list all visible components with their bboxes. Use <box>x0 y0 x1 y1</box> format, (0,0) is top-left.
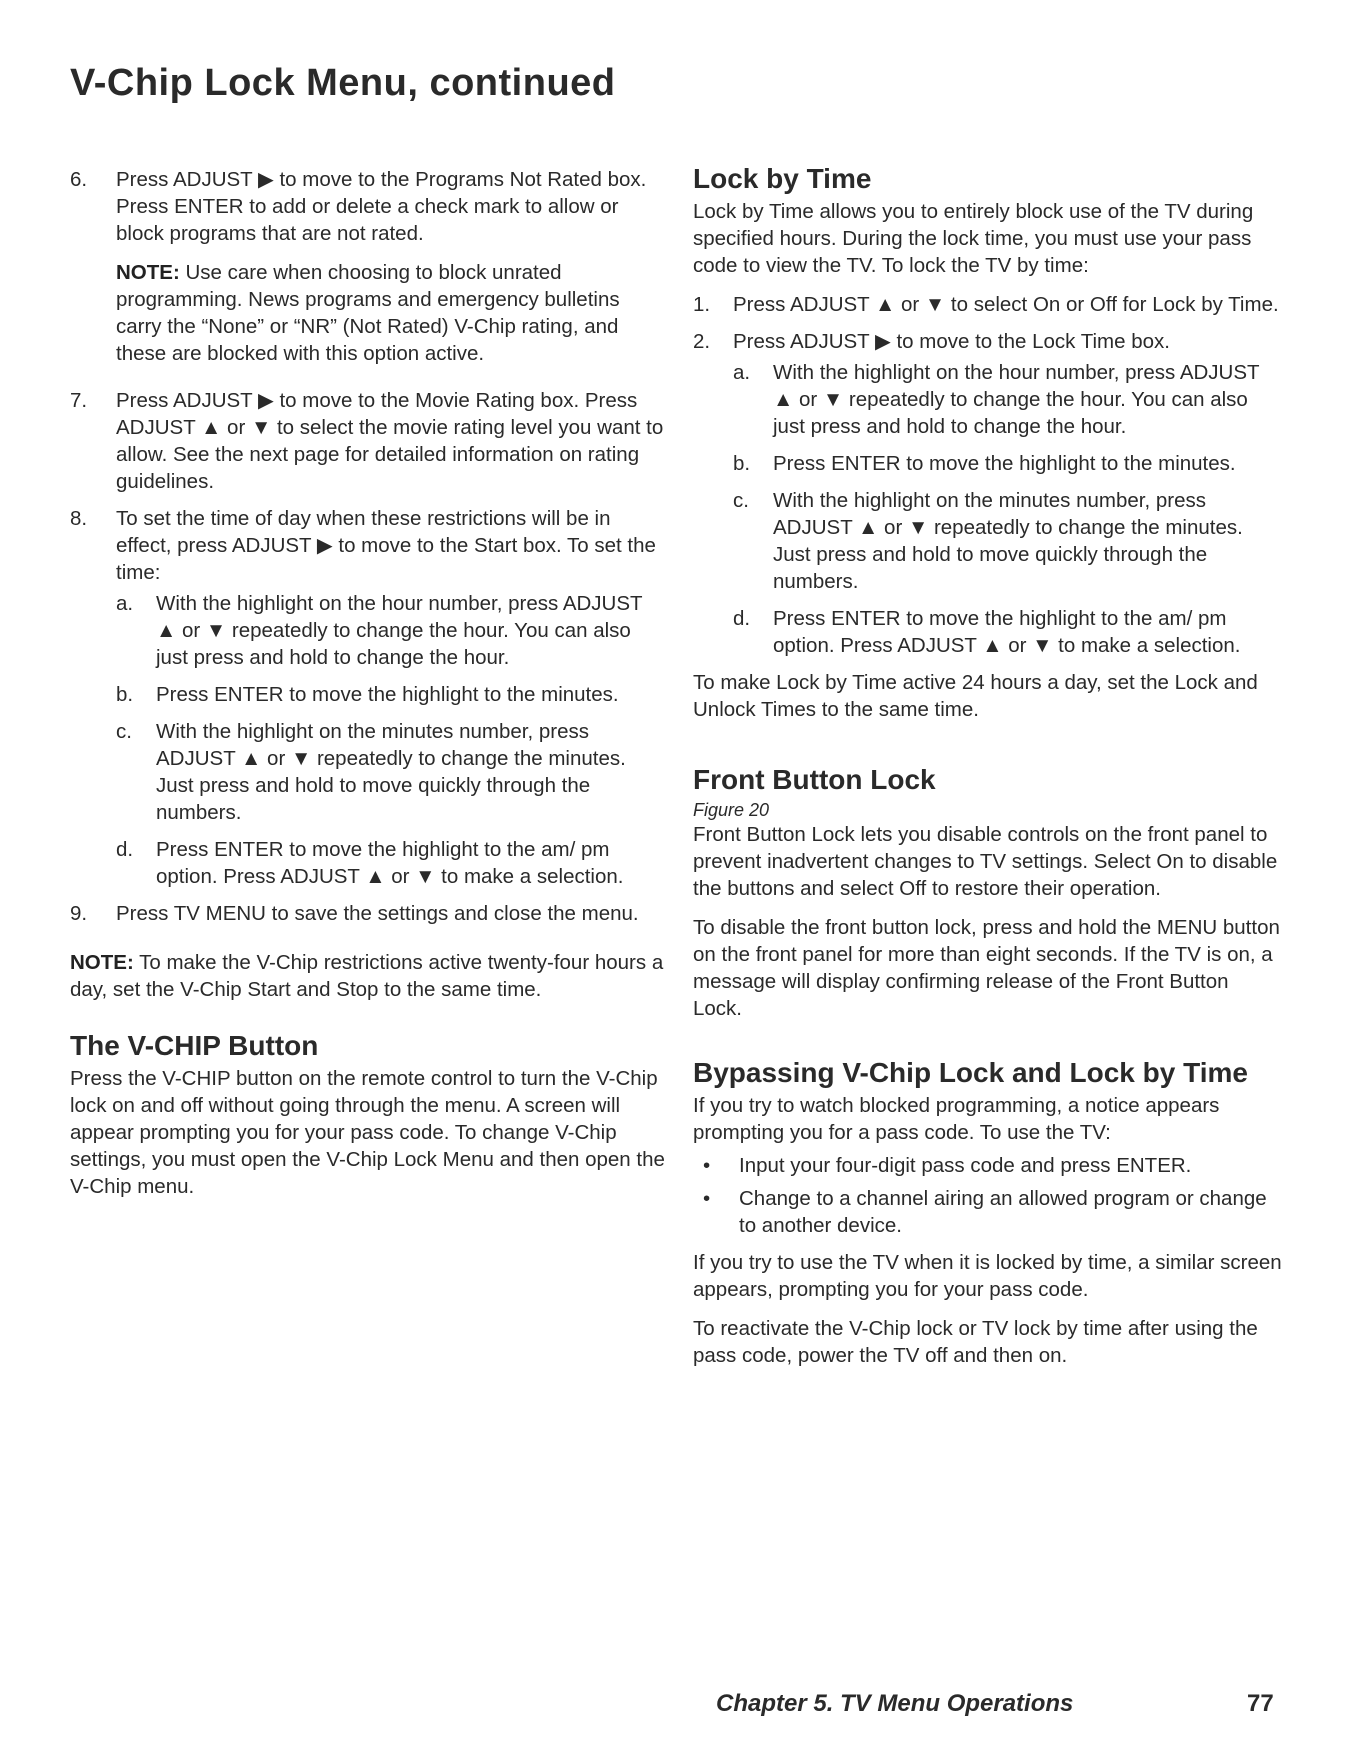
bullet-text: Change to a channel airing an allowed program or change to another device. <box>739 1187 1267 1237</box>
footer-chapter: Chapter 5. TV Menu Operations <box>716 1690 1074 1717</box>
substep-text: With the highlight on the minutes number, press ADJUST ▲ or ▼ repeatedly to change the minutes. Just press and hold to move quickly through the numbers. <box>156 720 626 824</box>
step-number: 2. <box>693 330 711 353</box>
substep-b <box>733 450 1283 477</box>
step-number: 6. <box>70 168 88 191</box>
note-label: NOTE: <box>116 261 180 284</box>
page-title: V-Chip Lock Menu, continued <box>70 62 616 104</box>
substep-letter: a. <box>733 361 751 384</box>
vchip-button-heading: The V-CHIP Button <box>70 1030 319 1061</box>
substep-text: With the highlight on the minutes number, press ADJUST ▲ or ▼ repeatedly to change the minutes. Just press and hold to move quickly through the numbers. <box>773 489 1243 593</box>
right-column <box>693 162 1283 1381</box>
bullet-icon: • <box>703 1154 711 1177</box>
bypassing-bullets <box>693 1152 1283 1239</box>
substep-b <box>116 681 665 708</box>
step-text: To set the time of day when these restrictions will be in effect, press ADJUST ▶ to move to the Start box. To set the time: <box>116 507 656 584</box>
bullet-text: Input your four-digit pass code and press ENTER. <box>739 1154 1192 1177</box>
front-button-lock-text-2: To disable the front button lock, press and hold the MENU button on the front panel for more than eight seconds. If the TV is on, a message will display confirming release of the Front Button Lock. <box>693 916 1280 1020</box>
substep-d <box>733 605 1283 659</box>
substep-letter: b. <box>116 683 134 706</box>
bypassing-text-3: To reactivate the V-Chip lock or TV lock by time after using the pass code, power the TV off and then on. <box>693 1317 1258 1367</box>
substep-d <box>116 836 665 890</box>
front-button-lock-text-1: Front Button Lock lets you disable controls on the front panel to prevent inadvertent changes to TV settings. Select On to disable the buttons and select Off to restore their operation. <box>693 823 1278 900</box>
step-number: 7. <box>70 389 88 412</box>
step-7 <box>70 387 665 495</box>
lock-by-time-outro: To make Lock by Time active 24 hours a day, set the Lock and Unlock Times to the same time. <box>693 671 1258 721</box>
substep-text: Press ENTER to move the highlight to the minutes. <box>773 452 1236 475</box>
bypassing-intro: If you try to watch blocked programming, a notice appears prompting you for a pass code. To use the TV: <box>693 1094 1220 1144</box>
substep-c <box>733 487 1283 595</box>
left-column <box>70 166 665 1212</box>
substep-c <box>116 718 665 826</box>
substep-text: With the highlight on the hour number, press ADJUST ▲ or ▼ repeatedly to change the hour. You can also just press and hold to change the hour. <box>773 361 1260 438</box>
substep-letter: c. <box>733 489 749 512</box>
note-24-hours <box>70 949 665 1003</box>
vchip-button-text: Press the V-CHIP button on the remote control to turn the V-Chip lock on and off without going through the menu. A screen will appear prompting you for your pass code. To change V-Chip settings, you must open the V-Chip Lock Menu and then open the V-Chip menu. <box>70 1067 665 1198</box>
substep-text: Press ENTER to move the highlight to the minutes. <box>156 683 619 706</box>
step-text: Press ADJUST ▶ to move to the Lock Time box. <box>733 330 1170 353</box>
front-button-lock-heading: Front Button Lock <box>693 764 936 795</box>
lock-step-1 <box>693 291 1283 318</box>
step-6 <box>70 166 665 367</box>
step-text: Press ADJUST ▶ to move to the Programs Not Rated box. Press ENTER to add or delete a check mark to allow or block programs that are not rated. <box>116 168 647 245</box>
bullet-item <box>693 1152 1283 1179</box>
bullet-icon: • <box>703 1187 711 1210</box>
step-text: Press ADJUST ▶ to move to the Movie Rating box. Press ADJUST ▲ or ▼ to select the movie rating level you want to allow. See the next page for detailed information on rating guidelines. <box>116 389 664 493</box>
bullet-item <box>693 1185 1283 1239</box>
step-9 <box>70 900 665 927</box>
substep-letter: c. <box>116 720 132 743</box>
page-number: 77 <box>1247 1690 1274 1717</box>
substep-text: Press ENTER to move the highlight to the am/ pm option. Press ADJUST ▲ or ▼ to make a selection. <box>156 838 624 888</box>
step-number: 9. <box>70 902 88 925</box>
bypassing-heading: Bypassing V-Chip Lock and Lock by Time <box>693 1057 1248 1088</box>
substep-a <box>116 590 665 671</box>
step-8-substeps <box>116 590 665 890</box>
step-8 <box>70 505 665 890</box>
substep-letter: a. <box>116 592 134 615</box>
substep-text: Press ENTER to move the highlight to the am/ pm option. Press ADJUST ▲ or ▼ to make a selection. <box>773 607 1241 657</box>
substep-text: With the highlight on the hour number, press ADJUST ▲ or ▼ repeatedly to change the hour. You can also just press and hold to change the hour. <box>156 592 643 669</box>
step-text: Press ADJUST ▲ or ▼ to select On or Off for Lock by Time. <box>733 293 1279 316</box>
note-unrated <box>116 259 665 367</box>
figure-reference: Figure 20 <box>693 800 770 820</box>
step-text: Press TV MENU to save the settings and close the menu. <box>116 902 639 925</box>
note-text: To make the V-Chip restrictions active twenty-four hours a day, set the V-Chip Start and Stop to the same time. <box>70 951 664 1001</box>
lock-by-time-heading: Lock by Time <box>693 163 872 194</box>
lock-step-2-substeps <box>733 359 1283 659</box>
lock-by-time-intro: Lock by Time allows you to entirely block use of the TV during specified hours. During the lock time, you must use your pass code to view the TV. To lock the TV by time: <box>693 200 1254 277</box>
step-number: 1. <box>693 293 711 316</box>
note-text: Use care when choosing to block unrated programming. News programs and emergency bulletins carry the “None” or “NR” (Not Rated) V-Chip rating, and these are blocked with this option active. <box>116 261 620 365</box>
bypassing-text-2: If you try to use the TV when it is locked by time, a similar screen appears, prompting you for your pass code. <box>693 1251 1282 1301</box>
substep-letter: d. <box>116 838 134 861</box>
note-label: NOTE: <box>70 951 134 974</box>
step-number: 8. <box>70 507 88 530</box>
lock-step-2 <box>693 328 1283 659</box>
substep-letter: d. <box>733 607 751 630</box>
substep-a <box>733 359 1283 440</box>
substep-letter: b. <box>733 452 751 475</box>
